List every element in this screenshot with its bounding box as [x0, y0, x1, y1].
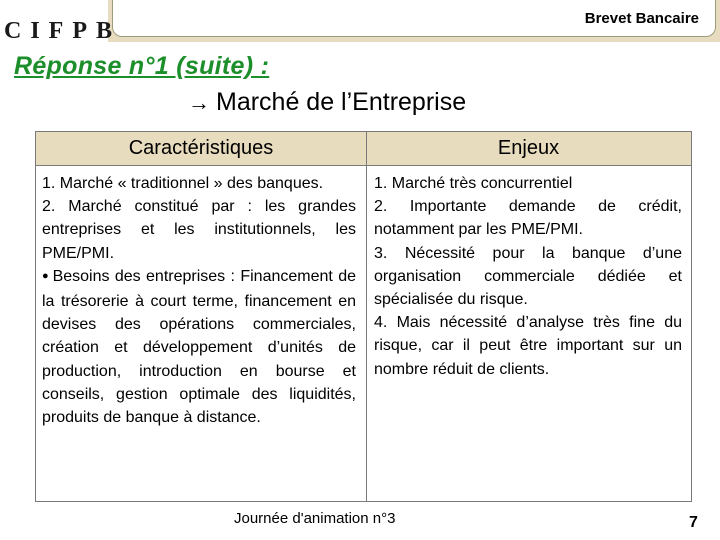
logo: CIFPB [4, 18, 121, 44]
column-divider [366, 132, 367, 501]
arrow-right-icon: → [188, 90, 210, 115]
page-number: 7 [689, 514, 698, 531]
enjeux-column [374, 172, 682, 381]
footer-text: Journée d'animation n°3 [234, 510, 396, 527]
list-item: 4. Mais nécessité d’analyse très fine du risque, car il peut être important sur un nombre réduit de clients. [374, 314, 682, 378]
list-item: 3. Nécessité pour la banque d’une organisation commerciale dédiée et spécialisée du risque. [374, 244, 682, 309]
column-header-enjeux: Enjeux [497, 137, 560, 159]
list-item: 1. Marché « traditionnel » des banques. [42, 175, 324, 192]
list-item [42, 265, 356, 429]
caracteristiques-column [42, 172, 356, 429]
comparison-table [35, 131, 692, 502]
bullet-text: Besoins des entreprises : Financement de la trésorerie à court terme, financement en devises des opérations commerciales, création et développement d’unités de production, introduction en bourse et conseils, gestion optimale des liquidités, produits de banque à distance. [42, 267, 357, 427]
table-header [36, 132, 691, 166]
subtitle-text: Marché de l’Entreprise [216, 88, 467, 116]
bullet-icon: ● [42, 269, 50, 282]
section-subtitle [188, 88, 466, 117]
brand-label: Brevet Bancaire [584, 10, 699, 27]
list-item: 2. Importante demande de crédit, notamment par les PME/PMI. [374, 198, 682, 239]
page-title: Réponse n°1 (suite) : [14, 52, 270, 80]
column-header-caracteristiques: Caractéristiques [128, 137, 274, 159]
list-item: 2. Marché constitué par : les grandes entreprises et les institutionnels, les PME/PMI. [42, 198, 356, 262]
header-panel [112, 0, 716, 37]
list-item: 1. Marché très concurrentiel [374, 175, 573, 192]
